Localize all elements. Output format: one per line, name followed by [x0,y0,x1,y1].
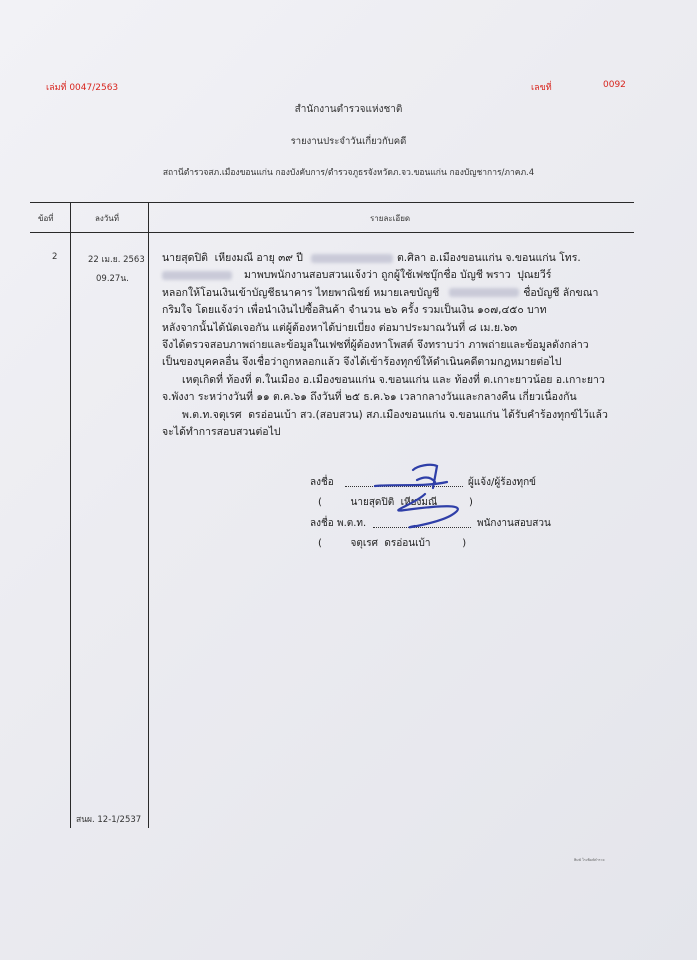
body-line: จะได้ทำการสอบสวนต่อไป [162,426,281,439]
sign-label-complainant: ลงชื่อ [310,477,334,488]
detail-body [162,250,632,441]
body-line: จ.พังงา ระหว่างวันที่ ๑๑ ต.ค.๖๑ ถึงวันที่ ๒๕ ธ.ค.๖๑ เวลากลางวันและกลางคืน เกี่ยวเนื่องกัน [162,391,577,404]
role-officer: พนักงานสอบสวน [477,518,551,529]
table-top-rule [30,202,634,203]
role-complainant: ผู้แจ้ง/ผู้ร้องทุกข์ [468,477,537,488]
body-line: นายสุดปิติ เหียงมณี อายุ ๓๙ ปี ต.ศิลา อ.เมืองขอนแก่น จ.ขอนแก่น โทร. [162,252,581,264]
redacted-account [449,288,519,297]
name-officer: ( จตุเรศ ดรอ่อนเบ้า ) [318,538,467,549]
body-line: กริมใจ โดยแจ้งว่า เพื่อนำเงินไปซื้อสินค้า จำนวน ๒๖ ครั้ง รวมเป็นเงิน ๑๐๗,๔๕๐ บาท [162,304,547,317]
body-line: หลอกให้โอนเงินเข้าบัญชีธนาคาร ไทยพาณิชย์ หมายเลขบัญชี ชื่อบัญชี ลักขณา [162,286,599,299]
form-code: สนผ. 12-1/2537 [76,815,142,825]
report-title: รายงานประจำวันเกี่ยวกับคดี [290,136,407,147]
redacted-address [311,254,393,263]
col-detail-header: รายละเอียด [370,214,411,223]
body-line: พ.ต.ท.จตุเรศ ดรอ่อนเบ้า สว.(สอบสวน) สภ.เมืองขอนแก่น จ.ขอนแก่น ได้รับคำร้องทุกข์ไว้แล้ว [162,408,608,421]
column-divider-1 [70,202,71,828]
column-divider-2 [148,202,149,828]
sign-label-officer: ลงชื่อ พ.ต.ท. [310,518,367,529]
body-line: หลังจากนั้นได้นัดเจอกัน แต่ผู้ต้องหาได้บ่ายเบี่ยง ต่อมาประมาณวันที่ ๘ เม.ย.๖๓ [162,321,518,334]
body-line: เหตุเกิดที่ ท้องที่ ต.ในเมือง อ.เมืองขอนแก่น จ.ขอนแก่น และ ท้องที่ ต.เกาะยาวน้อย อ.เกาะยาว [162,373,605,386]
book-number: เล่มที่ 0047/2563 [46,83,119,93]
entry-time: 09.27น. [96,274,129,284]
body-line: เป็นของบุคคลอื่น จึงเชื่อว่าถูกหลอกแล้ว จึงได้เข้าร้องทุกข์ให้ดำเนินคดีตามกฎหมายต่อไป [162,356,562,369]
table-header-rule [30,232,634,233]
item-number: 2 [52,252,58,262]
body-line: จึงได้ตรวจสอบภาพถ่ายและข้อมูลในเฟซที่ผู้ต้องหาโพสต์ จึงทราบว่า ภาพถ่ายและข้อมูลดังกล่าว [162,339,589,352]
number-value: 0092 [603,80,626,90]
redacted-phone [162,271,232,280]
org-title: สำนักงานตำรวจแห่งชาติ [294,104,403,115]
print-note: พิมพ์ โรงพิมพ์ตำรวจ [574,858,605,862]
number-label: เลขที่ [531,83,552,93]
col-item-header: ข้อที่ [38,214,54,223]
station-line: สถานีตำรวจสภ.เมืองขอนแก่น กองบังคับการ/ตำรวจภูธรจังหวัดภ.จว.ขอนแก่น กองบัญชาการ/ภาคภ.4 [162,168,535,178]
name-complainant: ( นายสุดปิติ เหียงมณี ) [318,497,473,508]
body-line: มาพบพนักงานสอบสวนแจ้งว่า ถูกผู้ใช้เฟซบุ๊กชื่อ บัญชี พราว ปุณยวีร์ [162,267,632,284]
handwritten-signature [355,458,555,533]
entry-date: 22 เม.ย. 2563 [88,255,145,265]
col-date-header: ลงวันที่ [95,214,120,223]
